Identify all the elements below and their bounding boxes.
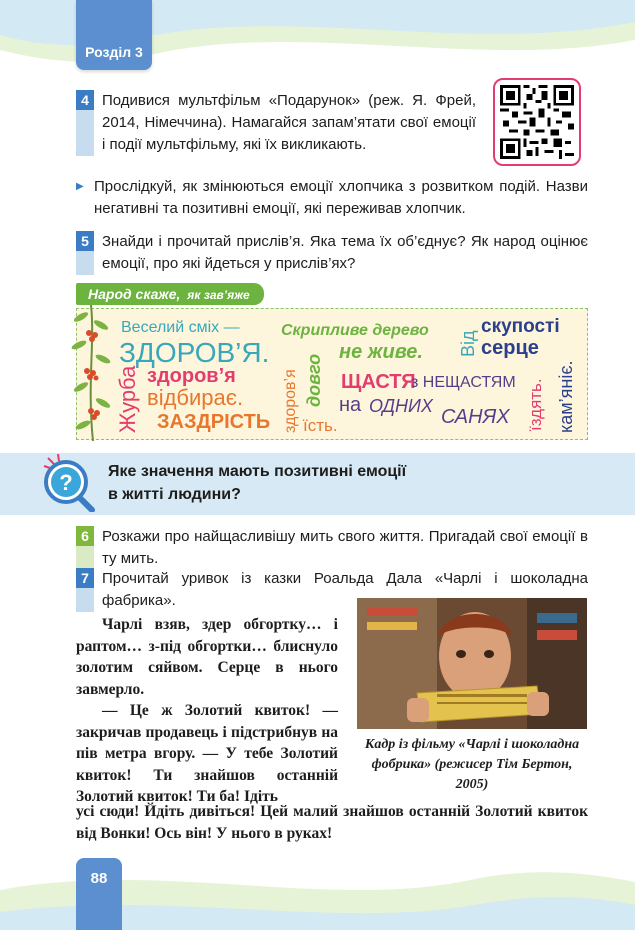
proverb-word: Скрипливе дерево: [281, 322, 429, 339]
triangle-bullet-icon: ▶: [76, 181, 84, 192]
qr-code[interactable]: [493, 78, 581, 166]
proverb-word: не живе.: [339, 341, 423, 363]
proverb-word: ЩАСТЯ: [341, 371, 416, 393]
story-paragraph: усі сюди! Йдіть дивіться! Цей малий знайшов останній Золотий квиток від Вонки! Ось він! У нього в руках!: [76, 803, 588, 842]
task-6: [76, 526, 588, 570]
bullet-item: [76, 176, 588, 220]
proverb-word: з НЕЩАСТЯМ: [411, 374, 516, 391]
proverb-word: здоров’я: [147, 365, 236, 387]
qr-code-icon: [500, 85, 574, 159]
task-7-text: Прочитай уривок із казки Роальда Дала «Чарлі і шоколадна фабрика».: [102, 570, 588, 609]
proverb-word: довго: [304, 353, 324, 407]
question-line-2: в житті людини?: [108, 486, 241, 503]
proverb-word: їздять.: [526, 378, 545, 431]
task-6-text: Розкажи про найщасливішу мить свого життя. Пригадай свої емоції в ту мить.: [102, 528, 588, 567]
proverb-word: їсть.: [303, 416, 338, 435]
task-number: 5: [76, 231, 94, 251]
film-caption: Кадр із фільму «Чарлі і шоколадна фобрика» (режисер Тім Бертон, 2005): [364, 737, 580, 792]
page-number: 88: [76, 858, 122, 930]
proverb-word: скупості: [481, 316, 560, 337]
task-number: 4: [76, 90, 94, 110]
task-4-text: Подивися мультфільм «Подарунок» (реж. Я. Фрей, 2014, Німеччина). Намагайся запам’ятати свої емоції і події мультфільму, які їх викликають.: [102, 92, 476, 153]
proverb-word: здоров’я: [282, 369, 299, 433]
task-4: [76, 90, 476, 156]
task-number-badge: [76, 90, 94, 156]
task-number-badge: [76, 231, 94, 275]
proverb-word: кам’яніє.: [556, 360, 576, 433]
task-5: [76, 231, 588, 275]
story-paragraph: Чарлі взяв, здер обгортку… і раптом… з-під обгортки… блиснуло золотим сяйвом. Серце в нього завмерло.: [76, 616, 338, 698]
section-label: Розділ 3: [85, 44, 143, 60]
rowan-branch-icon: [69, 303, 115, 443]
task-number-badge: [76, 526, 94, 570]
svg-text:?: ?: [59, 470, 73, 495]
question-line-1: Яке значення мають позитивні емоції: [108, 463, 407, 480]
story-paragraph: — Це ж Золотий квиток! — закричав продавець і підстрибнув на пів метра вгору. — У тебе Золотий квиток! Ти знайшов останній Золотий квиток! Ти ба! Ідіть: [76, 702, 338, 805]
proverb-word: Веселий сміх —: [121, 319, 240, 336]
task-number-badge: [76, 568, 94, 612]
proverbs-box: [76, 308, 588, 440]
proverb-word: Від: [458, 330, 478, 357]
question-text: [108, 460, 406, 506]
proverb-word: ОДНИХ: [369, 396, 433, 416]
proverb-word: Журба: [115, 365, 140, 433]
bullet-text: Прослідкуй, як змінюються емоції хлопчика з розвитком подій. Назви негативні та позитивні емоції, які переживав хлопчик.: [94, 178, 588, 217]
boy-with-ticket-image: [357, 598, 587, 729]
proverb-word: САНЯХ: [441, 406, 510, 428]
task-number: 7: [76, 568, 94, 588]
question-magnifier-icon: [38, 452, 98, 512]
task-number: 6: [76, 526, 94, 546]
task-5-text: Знайди і прочитай прислів’я. Яка тема їх об’єднує? Як народ оцінює емоції, про які йдеться у прислів’ях?: [102, 233, 588, 272]
proverb-word: відбирає.: [147, 385, 244, 410]
film-still-image: [357, 598, 587, 729]
proverb-word: на: [339, 394, 362, 416]
proverb-word: серце: [481, 337, 539, 359]
proverbs-header-tail: як зав’яже: [187, 288, 250, 302]
proverb-word: ЗДОРОВ’Я.: [119, 337, 270, 368]
section-tab: [76, 0, 152, 70]
proverb-word: ЗАЗДРІСТЬ: [157, 411, 271, 433]
proverbs-header-main: Народ скаже,: [88, 286, 181, 302]
proverbs-header: [76, 283, 264, 305]
